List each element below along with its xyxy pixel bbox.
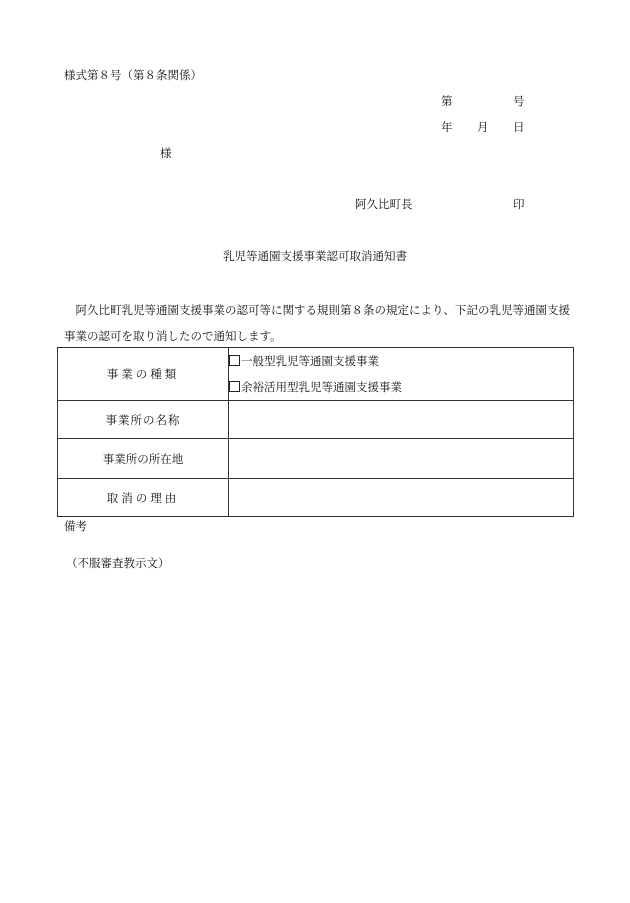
table-row: [58, 401, 574, 439]
cancel-reason-value[interactable]: [229, 479, 574, 517]
business-type-label: 事業の種類: [58, 348, 229, 401]
option-general-label: 一般型乳児等通園支援事業: [241, 354, 379, 368]
table-row: [58, 479, 574, 517]
business-type-options: [229, 348, 574, 401]
form-number: 様式第８号（第８条関係）: [64, 68, 202, 82]
appeal-notice: （不服審査教示文）: [66, 556, 170, 570]
office-name-label: 事業所の名称: [58, 401, 229, 439]
recipient-honorific: 様: [160, 146, 172, 160]
issue-number-suffix: 号: [513, 94, 525, 108]
office-address-label: 事業所の所在地: [58, 439, 229, 479]
document-title: 乳児等通園支援事業認可取消通知書: [223, 249, 407, 263]
office-name-value[interactable]: [229, 401, 574, 439]
checkbox-icon[interactable]: [229, 355, 240, 366]
option-surplus[interactable]: [229, 374, 573, 400]
notice-body: 阿久比町乳児等通園支援事業の認可等に関する規則第８条の規定により、下記の乳児等通園支援事業の認可を取り消したので通知します。: [64, 303, 570, 343]
cancel-reason-label: 取消の理由: [58, 479, 229, 517]
remarks-label: 備考: [64, 519, 87, 533]
date-month-label: 月: [477, 120, 489, 134]
table-row: [58, 439, 574, 479]
office-address-value[interactable]: [229, 439, 574, 479]
sender-name: 阿久比町長: [355, 197, 413, 211]
seal-mark: 印: [513, 197, 525, 211]
option-surplus-label: 余裕活用型乳児等通園支援事業: [241, 380, 402, 394]
option-general[interactable]: [229, 348, 573, 374]
details-table: [57, 347, 574, 517]
checkbox-icon[interactable]: [229, 381, 240, 392]
issue-number-prefix: 第: [441, 94, 453, 108]
date-day-label: 日: [513, 120, 525, 134]
date-year-label: 年: [441, 120, 453, 134]
table-row: [58, 348, 574, 401]
